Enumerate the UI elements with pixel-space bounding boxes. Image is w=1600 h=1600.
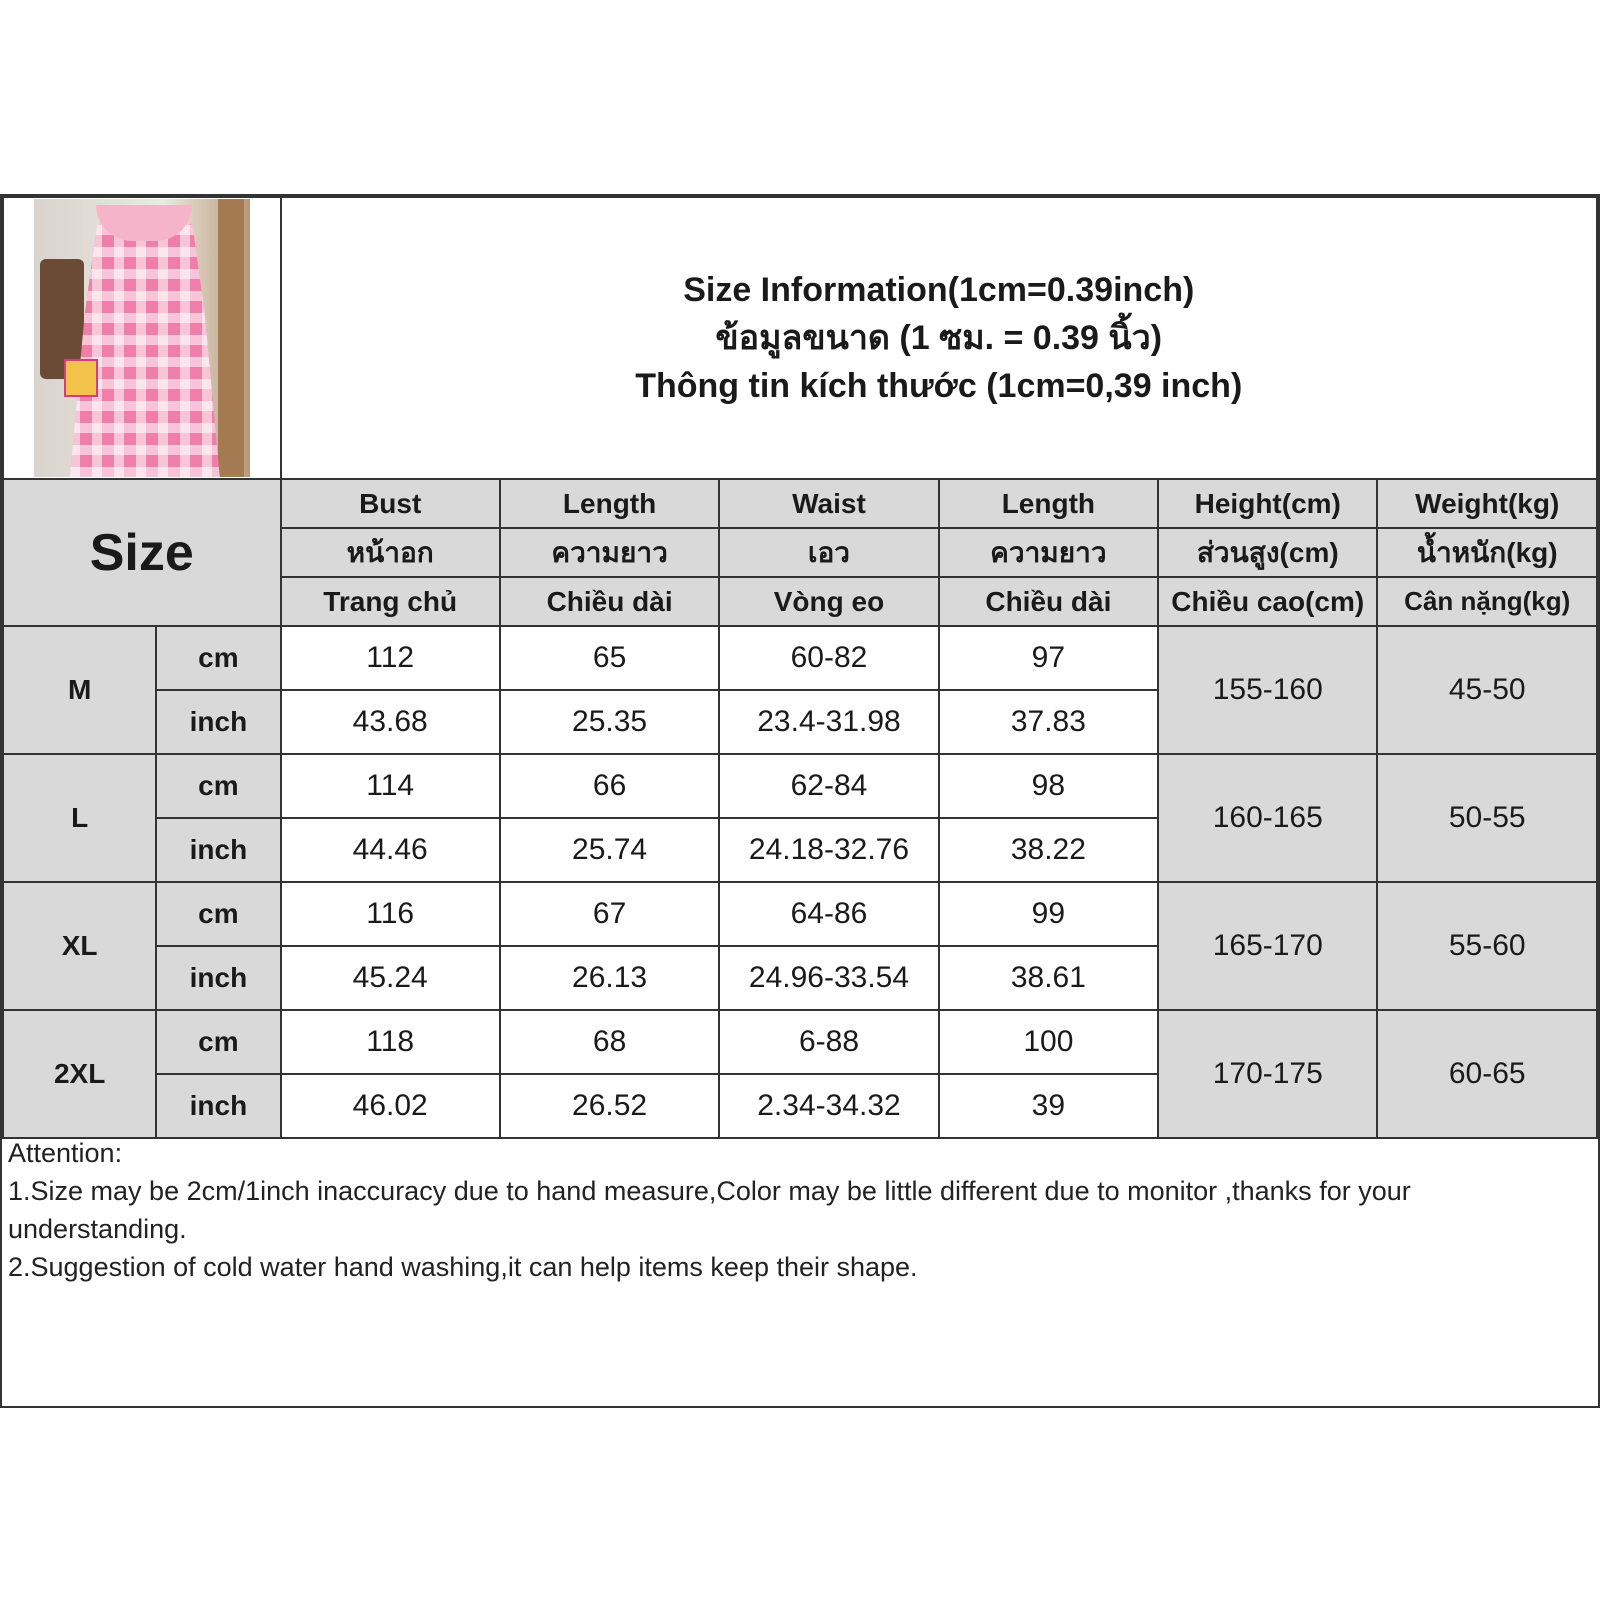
table-row — [3, 626, 1597, 690]
col-header-th: ความยาว — [939, 528, 1158, 577]
notes-line-1: 1.Size may be 2cm/1inch inaccuracy due to hand measure,Color may be little different due to monitor ,thanks for your understanding. — [8, 1176, 1411, 1244]
table-cell: 65 — [500, 626, 719, 690]
col-header-th: เอว — [719, 528, 938, 577]
table-cell: 112 — [281, 626, 500, 690]
unit-label: inch — [156, 818, 280, 882]
size-label: L — [3, 754, 156, 882]
col-header-en: Length — [939, 479, 1158, 528]
weight-cell: 45-50 — [1377, 626, 1597, 754]
table-row — [3, 754, 1597, 818]
table-cell: 26.52 — [500, 1074, 719, 1138]
table-row — [3, 1010, 1597, 1074]
col-header-th: ส่วนสูง(cm) — [1158, 528, 1377, 577]
col-header-vi: Chiều cao(cm) — [1158, 577, 1377, 626]
title-vietnamese: Thông tin kích thước (1cm=0,39 inch) — [635, 367, 1243, 405]
unit-label: cm — [156, 882, 280, 946]
col-header-vi: Chiều dài — [500, 577, 719, 626]
size-label: M — [3, 626, 156, 754]
unit-label: inch — [156, 1074, 280, 1138]
notes-heading: Attention: — [8, 1138, 123, 1168]
col-header-en: Waist — [719, 479, 938, 528]
height-cell: 155-160 — [1158, 626, 1377, 754]
col-header-vi: Vòng eo — [719, 577, 938, 626]
table-row — [3, 882, 1597, 946]
col-header-vi: Cân nặng(kg) — [1377, 577, 1597, 626]
height-cell: 160-165 — [1158, 754, 1377, 882]
weight-cell: 50-55 — [1377, 754, 1597, 882]
size-label: 2XL — [3, 1010, 156, 1138]
size-chart-sheet — [0, 194, 1600, 1408]
table-cell: 67 — [500, 882, 719, 946]
product-photo — [34, 199, 250, 477]
height-cell: 170-175 — [1158, 1010, 1377, 1138]
title-english: Size Information(1cm=0.39inch) — [683, 271, 1195, 309]
table-cell: 45.24 — [281, 946, 500, 1010]
col-header-en: Weight(kg) — [1377, 479, 1597, 528]
col-header-th: หน้าอก — [281, 528, 500, 577]
height-cell: 165-170 — [1158, 882, 1377, 1010]
table-cell: 68 — [500, 1010, 719, 1074]
size-table — [2, 196, 1598, 1139]
attention-notes — [2, 1126, 1598, 1294]
col-header-th: น้ำหนัก(kg) — [1377, 528, 1597, 577]
unit-label: cm — [156, 754, 280, 818]
table-cell: 37.83 — [939, 690, 1158, 754]
unit-label: inch — [156, 946, 280, 1010]
table-cell: 23.4-31.98 — [719, 690, 938, 754]
table-cell: 43.68 — [281, 690, 500, 754]
table-cell: 6-88 — [719, 1010, 938, 1074]
table-cell: 39 — [939, 1074, 1158, 1138]
table-cell: 97 — [939, 626, 1158, 690]
unit-label: cm — [156, 1010, 280, 1074]
table-cell: 24.96-33.54 — [719, 946, 938, 1010]
title-thai: ข้อมูลขนาด (1 ซม. = 0.39 นิ้ว) — [715, 319, 1163, 357]
table-cell: 44.46 — [281, 818, 500, 882]
table-cell: 2.34-34.32 — [719, 1074, 938, 1138]
col-header-en: Bust — [281, 479, 500, 528]
table-cell: 46.02 — [281, 1074, 500, 1138]
notes-line-2: 2.Suggestion of cold water hand washing,it can help items keep their shape. — [8, 1252, 918, 1282]
col-header-vi: Chiều dài — [939, 577, 1158, 626]
weight-cell: 60-65 — [1377, 1010, 1597, 1138]
unit-label: inch — [156, 690, 280, 754]
table-cell: 25.35 — [500, 690, 719, 754]
table-cell: 60-82 — [719, 626, 938, 690]
col-header-en: Length — [500, 479, 719, 528]
col-header-vi: Trang chủ — [281, 577, 500, 626]
table-cell: 38.22 — [939, 818, 1158, 882]
product-photo-cell — [3, 197, 281, 479]
col-header-en: Height(cm) — [1158, 479, 1377, 528]
table-cell: 24.18-32.76 — [719, 818, 938, 882]
col-header-th: ความยาว — [500, 528, 719, 577]
size-header: Size — [3, 479, 281, 626]
table-cell: 114 — [281, 754, 500, 818]
table-cell: 66 — [500, 754, 719, 818]
weight-cell: 55-60 — [1377, 882, 1597, 1010]
table-cell: 116 — [281, 882, 500, 946]
table-cell: 38.61 — [939, 946, 1158, 1010]
size-label: XL — [3, 882, 156, 1010]
unit-label: cm — [156, 626, 280, 690]
table-cell: 100 — [939, 1010, 1158, 1074]
table-cell: 25.74 — [500, 818, 719, 882]
table-cell: 62-84 — [719, 754, 938, 818]
title-cell — [281, 197, 1598, 479]
table-cell: 99 — [939, 882, 1158, 946]
table-cell: 118 — [281, 1010, 500, 1074]
table-cell: 64-86 — [719, 882, 938, 946]
table-cell: 26.13 — [500, 946, 719, 1010]
table-cell: 98 — [939, 754, 1158, 818]
